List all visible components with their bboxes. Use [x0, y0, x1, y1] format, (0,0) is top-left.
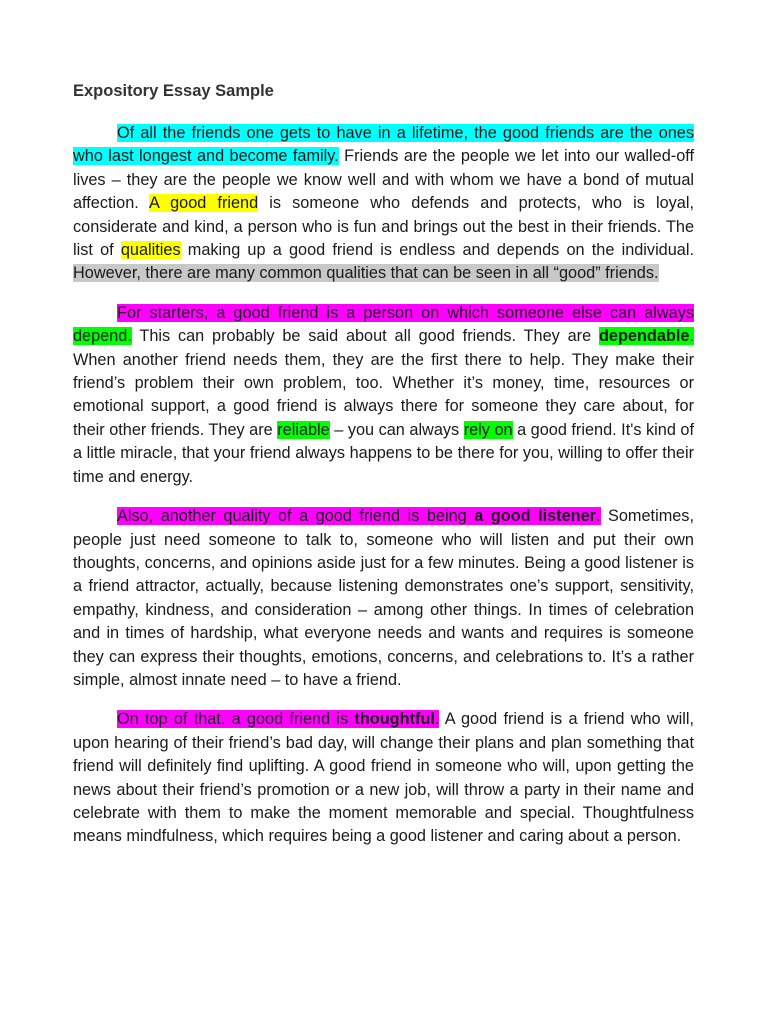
highlighted-text: thoughtful [354, 710, 435, 729]
highlighted-text: a good listener [474, 507, 596, 526]
highlighted-text: A good friend [149, 194, 259, 213]
highlighted-text: . [434, 710, 440, 729]
text-segment: Friends are the people we let into our walled-off lives – they are the people we know well and with whom we have a bond of mutual affection. [73, 147, 694, 213]
document-title: Expository Essay Sample [73, 82, 274, 100]
paragraph-listener [73, 505, 694, 692]
highlighted-text: . [595, 507, 601, 526]
paragraph-intro [73, 122, 694, 286]
highlighted-text: rely on [463, 420, 513, 439]
highlighted-text: On top of that, a good friend is [117, 710, 355, 729]
text-segment: A good friend is a friend who will, upon hearing of their friend’s bad day, will change their plans and plan something that friend will definitely find uplifting. A good friend in someone who will, upon getting the news about their friend’s promotion or a new job, will throw a party in their name and celebrate with them to make the moment memorable and special. Thoughtfulness means mindfulness, which requires being a good listener and caring about a person. [73, 710, 694, 846]
highlighted-text: . [689, 327, 694, 346]
text-segment: This can probably be said about all good friends. They are [131, 327, 599, 346]
highlighted-text: qualities [120, 241, 181, 260]
highlighted-text: reliable [277, 420, 330, 439]
text-segment: making up a good friend is endless and depends on the individual. [180, 241, 694, 260]
text-segment: When another friend needs them, they are the first there to help. They make their friend’s problem their own problem, too. Whether it’s money, time, resources or emotional support, a good friend is always there for someone they care about, for their other friends. They are [73, 350, 694, 439]
text-segment: Sometimes, people just need someone to talk to, someone who will listen and put their own thoughts, concerns, and opinions aside just for a few minutes. Being a good listener is a friend attractor, actually, because listening demonstrates one’s support, sensitivity, empathy, kindness, and consideration – among other things. In times of celebration and in times of hardship, what everyone needs and wants and requires is someone they can express their thoughts, emotions, concerns, and celebrations to. It’s a rather simple, almost innate need – to have a friend. [73, 507, 694, 689]
highlighted-text: dependable [598, 327, 690, 346]
highlighted-text: depend. [73, 327, 132, 346]
text-segment: – you can always [329, 420, 464, 439]
paragraph-thoughtful [73, 708, 694, 848]
document-page [73, 80, 694, 865]
highlighted-text: However, there are many common qualities that can be seen in all “good” friends. [73, 264, 659, 283]
paragraph-dependable [73, 302, 694, 489]
text-segment: is someone who defends and protects, who is loyal, considerate and kind, a person who is fun and brings out the best in their friends. The list of [73, 194, 694, 260]
highlighted-text: Of all the friends one gets to have in a lifetime, the good friends are the ones who last longest and become family. [73, 124, 694, 166]
text-segment: a good friend. It's kind of a little miracle, that your friend always happens to be there for you, willing to offer their time and energy. [73, 420, 694, 486]
essay-body [73, 122, 694, 849]
highlighted-text: Also, another quality of a good friend is being [117, 507, 475, 526]
highlighted-text: For starters, a good friend is a person on which someone else can always [117, 303, 694, 322]
